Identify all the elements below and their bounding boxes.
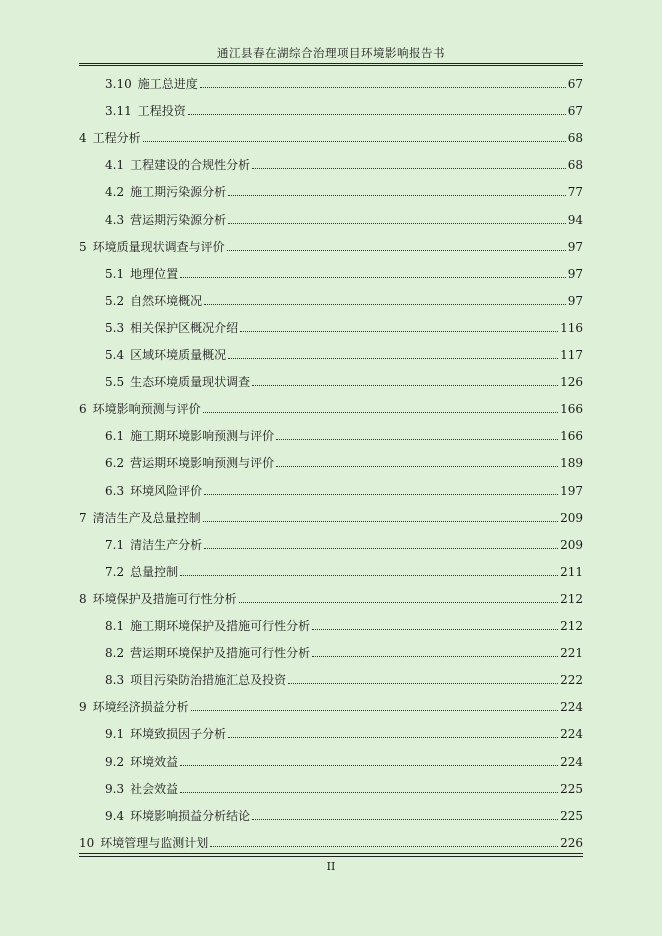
toc-entry-title: 环境影响预测与评价 [92,402,201,417]
toc-dot-leader [227,250,566,251]
toc-entry-page: 97 [567,266,583,281]
toc-entry-number: 4.2 [105,185,125,200]
toc-entry-title: 环境致损因子分析 [130,727,227,742]
toc-entry-page: 197 [560,483,583,498]
toc-dot-leader [180,277,566,278]
toc-entry-number: 8.1 [105,619,125,633]
toc-entry[interactable] [105,342,583,362]
toc-entry[interactable] [79,125,583,145]
toc-entry-number: 4 [79,131,87,146]
toc-entry-title: 自然环境概况 [130,293,203,308]
toc-entry-number: 6.2 [105,456,125,471]
toc-entry-page: 68 [567,131,583,146]
toc-entry[interactable] [105,315,583,335]
toc-entry-page: 97 [567,239,583,254]
toc-entry[interactable] [105,559,583,579]
toc-entry-title: 环境质量现状调查与评价 [92,239,225,254]
toc-entry-number: 4.3 [105,212,125,227]
toc-dot-leader [191,710,558,711]
toc-dot-leader [203,521,558,522]
toc-dot-leader [239,602,558,603]
toc-entry-number: 9.1 [105,727,125,742]
toc-entry-page: 212 [560,591,583,606]
toc-entry-title: 环境效益 [130,754,179,769]
toc-entry[interactable] [105,71,583,91]
toc-entry-page: 209 [560,510,583,525]
toc-dot-leader [204,494,558,495]
toc-entry-number: 7 [79,510,87,525]
toc-dot-leader [200,87,566,88]
toc-entry-page: 209 [560,537,583,552]
toc-entry-number: 5.2 [105,293,125,308]
toc-entry-number: 6.3 [105,483,125,498]
toc-entry[interactable] [105,667,583,687]
toc-dot-leader [188,114,566,115]
toc-entry-title: 区域环境质量概况 [130,348,227,362]
toc-entry-number: 6.1 [105,429,125,444]
toc-entry[interactable] [79,694,583,714]
toc-dot-leader [276,466,558,467]
toc-entry-title: 施工期环境影响预测与评价 [130,429,275,444]
toc-entry-page: 166 [560,429,583,444]
toc-entry-number: 8.3 [105,673,125,688]
toc-entry-page: 224 [560,754,583,769]
toc-entry[interactable] [105,261,583,281]
toc-entry-title: 项目污染防治措施汇总及投资 [130,673,287,688]
toc-entry[interactable] [105,613,583,633]
toc-entry-title: 清洁生产及总量控制 [92,510,201,525]
toc-entry-page: 224 [560,727,583,742]
toc-entry-title: 环境经济损益分析 [92,700,189,715]
toc-entry-number: 4.1 [105,158,125,173]
toc-dot-leader [143,141,566,142]
toc-entry[interactable] [105,749,583,769]
toc-entry-title: 总量控制 [130,564,179,579]
toc-entry-number: 5.3 [105,320,125,335]
toc-entry-title: 施工期环境保护及措施可行性分析 [130,619,311,633]
toc-entry-page: 224 [560,700,583,715]
toc-entry-number: 9 [79,700,87,715]
toc-entry-page: 221 [560,646,583,661]
toc-entry[interactable] [105,776,583,796]
toc-entry-page: 225 [560,808,583,823]
toc-entry-title: 工程建设的合规性分析 [130,158,251,173]
toc-entry-page: 67 [567,104,583,119]
toc-entry[interactable] [105,179,583,199]
toc-entry-number: 5.4 [105,348,125,362]
toc-dot-leader [228,737,558,738]
toc-entry[interactable] [105,207,583,227]
toc-entry[interactable] [105,369,583,389]
toc-entry-title: 相关保护区概况介绍 [130,320,239,335]
toc-entry-page: 226 [560,835,583,850]
toc-dot-leader [252,385,558,386]
toc-dot-leader [180,575,558,576]
toc-dot-leader [240,331,558,332]
toc-entry[interactable] [105,640,583,660]
toc-entry-title: 施工总进度 [137,77,198,91]
toc-entry[interactable] [105,98,583,118]
toc-entry[interactable] [105,288,583,308]
header-rule [79,63,583,64]
toc-dot-leader [228,195,566,196]
footer-rule-thick [79,853,583,854]
toc-entry-number: 8.2 [105,646,125,661]
toc-entry[interactable] [105,721,583,741]
toc-entry-page: 68 [567,158,583,173]
toc-entry-number: 3.11 [105,104,132,119]
toc-dot-leader [312,656,558,657]
toc-entry[interactable] [79,830,583,850]
toc-dot-leader [204,304,566,305]
toc-dot-leader [228,358,558,359]
toc-dot-leader [252,168,566,169]
toc-entry-number: 8 [79,591,87,606]
toc-dot-leader [312,629,558,630]
toc-entry-title: 工程投资 [137,104,186,119]
toc-dot-leader [180,792,558,793]
toc-entry-title: 清洁生产分析 [130,537,203,552]
toc-entry-page: 166 [560,402,583,417]
toc-entry-page: 222 [560,673,583,688]
toc-dot-leader [276,439,558,440]
toc-entry-title: 工程分析 [92,131,141,146]
toc-entry[interactable] [105,803,583,823]
toc-entry-title: 社会效益 [130,781,179,796]
toc-entry-page: 116 [560,320,583,335]
toc-dot-leader [252,819,558,820]
toc-entry-title: 生态环境质量现状调查 [130,375,251,390]
toc-entry-number: 9.4 [105,808,125,823]
toc-entry-page: 67 [567,77,583,91]
toc-entry-number: 3.10 [105,77,132,91]
toc-entry[interactable] [105,423,583,443]
toc-entry-page: 126 [560,375,583,390]
toc-entry-page: 189 [560,456,583,471]
toc-dot-leader [204,548,558,549]
footer-rule [79,856,583,857]
running-header: 通江县春在湖综合治理项目环境影响报告书 [217,46,445,60]
toc-entry-title: 营运期环境影响预测与评价 [130,456,275,471]
toc-dot-leader [203,412,558,413]
toc-entry[interactable] [105,478,583,498]
toc-entry-title: 营运期环境保护及措施可行性分析 [130,646,311,661]
toc-entry[interactable] [79,586,583,606]
toc-entry-number: 5 [79,239,87,254]
toc-dot-leader [180,765,558,766]
toc-entry-title: 环境管理与监测计划 [100,835,209,850]
toc-entry-page: 97 [567,293,583,308]
toc-entry-page: 117 [560,348,583,362]
header-rule-thick [79,65,583,66]
toc-dot-leader [288,683,558,684]
toc-entry[interactable] [79,234,583,254]
toc-entry-page: 77 [567,185,583,200]
toc-entry-number: 5.5 [105,375,125,390]
toc-entry-number: 9.2 [105,754,125,769]
toc-entry-title: 施工期污染源分析 [130,185,227,200]
toc-entry-number: 10 [79,835,95,850]
toc-entry-number: 7.2 [105,564,125,579]
toc-entry-page: 94 [567,212,583,227]
toc-entry-title: 营运期污染源分析 [130,212,227,227]
toc-entry[interactable] [105,152,583,172]
toc-entry-page: 225 [560,781,583,796]
toc-entry-title: 环境影响损益分析结论 [130,808,251,823]
toc-entry[interactable] [105,532,583,552]
toc-entry[interactable] [105,450,583,470]
toc-entry-number: 9.3 [105,781,125,796]
toc-dot-leader [228,223,566,224]
toc-entry-page: 212 [560,619,583,633]
toc-entry-page: 211 [560,564,583,579]
toc-entry-number: 6 [79,402,87,417]
toc-dot-leader [210,846,558,847]
toc-entry-title: 环境保护及措施可行性分析 [92,591,237,606]
toc-entry-number: 7.1 [105,537,125,552]
toc-entry-title: 环境风险评价 [130,483,203,498]
toc-entry-title: 地理位置 [130,266,179,281]
page-number: II [326,860,336,873]
toc-entry[interactable] [79,396,583,416]
toc-entry-number: 5.1 [105,266,125,281]
toc-entry[interactable] [79,505,583,525]
